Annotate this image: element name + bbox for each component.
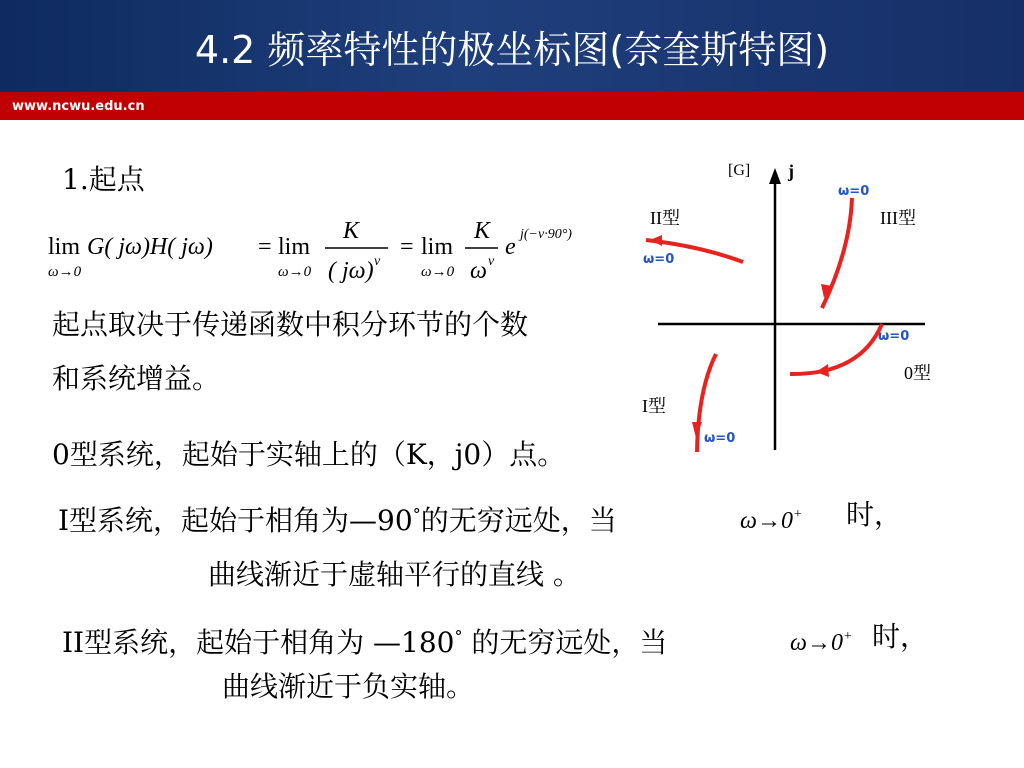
formula-lhs: G( jω)H( jω) xyxy=(87,234,213,260)
header-red-bar xyxy=(0,92,1024,120)
exp-power: j(−ν·90°) xyxy=(520,227,572,242)
type3-label: III型 xyxy=(880,208,916,228)
type1-part-b: 的无穷远处，当 xyxy=(420,504,617,537)
type2-label: II型 xyxy=(650,208,680,228)
type1-omega0: ω=0 xyxy=(704,431,736,446)
type2-part-a: II型系统，起始于相角为 —180 xyxy=(62,626,455,659)
type0-omega0: ω=0 xyxy=(878,329,910,344)
type0-label: 0型 xyxy=(904,363,931,383)
frac2-numerator: K xyxy=(474,218,491,244)
type2-arrow-icon xyxy=(650,235,662,246)
omega-arrow-2: ω→0 xyxy=(790,630,843,656)
type2-tail: 时， xyxy=(872,620,929,653)
axis-label-g: [G] xyxy=(728,162,751,179)
body-line-1: 起点取决于传递函数中积分环节的个数 xyxy=(52,308,529,341)
body-line-2: 和系统增益。 xyxy=(52,362,221,395)
axis-label-j: j xyxy=(788,161,794,181)
limit-formula xyxy=(40,208,620,298)
imaginary-axis-arrow-icon xyxy=(769,168,781,184)
type1-description xyxy=(58,498,617,538)
lim-2-under: ω→0 xyxy=(278,264,312,280)
degree-sign-1: ° xyxy=(412,505,421,524)
exp-base: e xyxy=(505,234,516,260)
omega-limit-2 xyxy=(790,620,852,660)
type0-description: 0型系统，起始于实轴上的（K，j0）点。 xyxy=(52,438,566,471)
type1-part-a: I型系统，起始于相角为—90 xyxy=(58,504,413,537)
lim-1-under: ω→0 xyxy=(48,264,82,280)
section-heading: 1.起点 xyxy=(62,163,145,196)
frac1-numerator: K xyxy=(343,218,360,244)
lim-1: lim xyxy=(48,234,81,260)
type1-label: I型 xyxy=(642,396,666,416)
equals-1: = xyxy=(258,234,272,260)
type0-curve xyxy=(790,324,882,374)
plus-sup-1: + xyxy=(792,507,803,522)
frac2-denominator: ω xyxy=(470,258,487,284)
site-url: www.ncwu.edu.cn xyxy=(12,99,145,114)
type1-line2: 曲线渐近于虚轴平行的直线 。 xyxy=(208,558,581,591)
lim-3: lim xyxy=(421,234,454,260)
degree-sign-2: ° xyxy=(454,627,463,646)
frac1-nu: ν xyxy=(374,254,381,269)
slide-title: 4.2 频率特性的极坐标图(奈奎斯特图) xyxy=(194,28,830,72)
omega-arrow-1: ω→0 xyxy=(740,508,793,534)
lim-3-under: ω→0 xyxy=(421,264,455,280)
type2-description xyxy=(62,620,667,660)
plus-sup-2: + xyxy=(842,629,853,644)
type2-omega0: ω=0 xyxy=(643,252,675,267)
omega-limit-1 xyxy=(740,498,802,538)
equals-2: = xyxy=(400,234,414,260)
lim-2: lim xyxy=(278,234,311,260)
type2-part-b: 的无穷远处，当 xyxy=(462,626,668,659)
type3-omega0: ω=0 xyxy=(838,184,870,199)
type2-line2: 曲线渐近于负实轴。 xyxy=(222,670,475,703)
nyquist-start-diagram xyxy=(630,150,960,460)
type1-tail: 时， xyxy=(846,498,903,531)
frac2-nu: ν xyxy=(488,254,495,269)
frac1-denominator: ( jω) xyxy=(328,258,374,284)
